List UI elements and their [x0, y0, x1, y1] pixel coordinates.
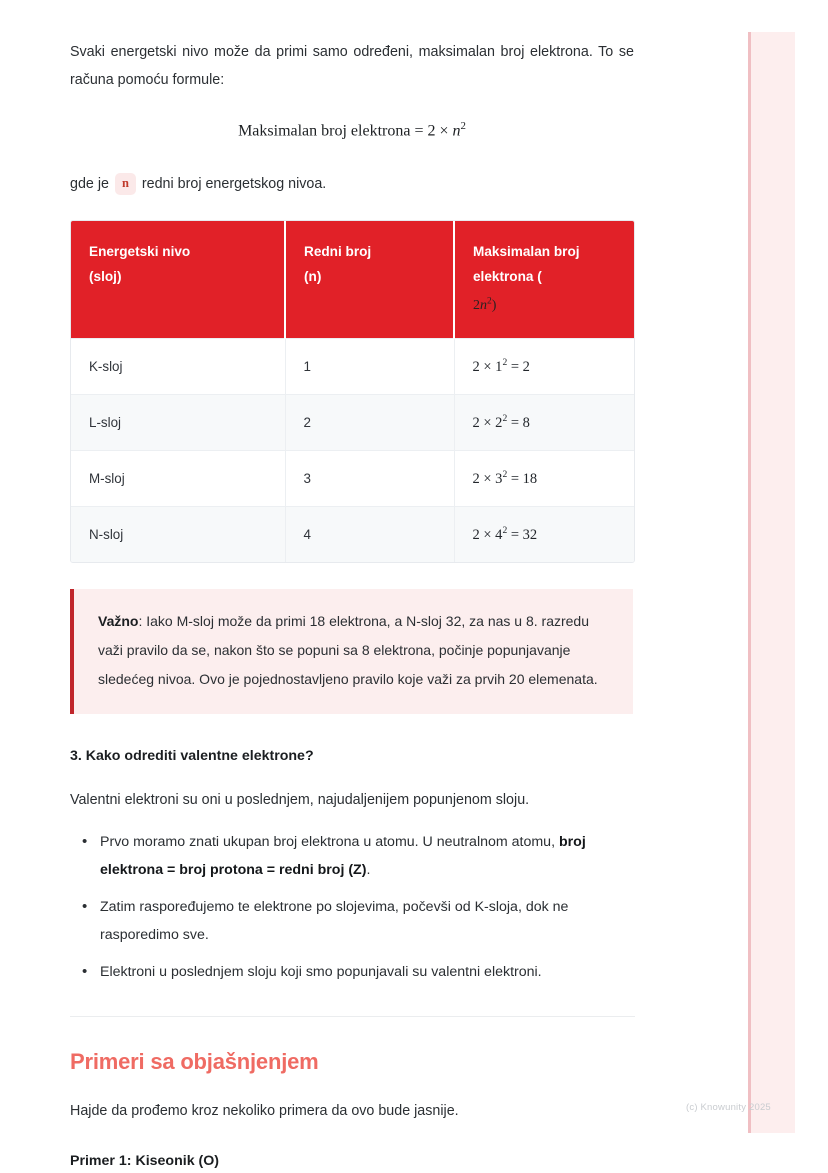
max-electrons-formula — [70, 120, 634, 140]
list-item — [96, 893, 634, 949]
header-energy-level — [71, 221, 285, 338]
list-item-text: Prvo moramo znati ukupan broj elektrona u atomu. U neutralnom atomu, — [100, 833, 559, 850]
explanation-suffix: redni broj energetskog nivoa. — [141, 176, 327, 193]
list-item-bold: broj elektrona = broj protona = redni broj (Z) — [100, 833, 586, 878]
cell-calculation: $2 \times 4^2 = 32$ — [454, 506, 634, 562]
list-item-tail: . — [366, 861, 371, 878]
header-ordinal-line2: (n) — [304, 269, 322, 285]
table-row — [71, 506, 634, 562]
table-body — [71, 338, 634, 562]
intro-paragraph: Svaki energetski nivo može da primi samo određeni, maksimalan broj elektrona. To se računa pomoću formule: — [70, 44, 634, 88]
header-ordinal-line1: Redni broj — [304, 244, 372, 260]
cell-calculation: $2 \times 2^2 = 8$ — [454, 394, 634, 450]
energy-levels-table — [71, 221, 634, 562]
header-energy-level-line1: Energetski nivo — [89, 244, 191, 260]
cell-n: 1 — [285, 338, 454, 394]
example-1-title: Primer 1: Kiseonik (O) — [70, 1152, 220, 1169]
important-callout — [70, 589, 633, 714]
header-max-electrons-math: $2n^2$) — [473, 296, 497, 313]
formula-variable: n — [452, 122, 461, 140]
list-item — [96, 828, 634, 884]
cell-n: 3 — [285, 450, 454, 506]
header-ordinal-number — [285, 221, 454, 338]
formula-explanation — [70, 170, 634, 198]
cell-n: 4 — [285, 506, 454, 562]
examples-heading: Primeri sa objašnjenjem — [70, 1048, 319, 1074]
list-item-text: Zatim raspoređujemo te elektrone po slojevima, počevši od K-sloja, dok ne rasporedimo sve. — [100, 898, 569, 943]
valence-steps-list — [70, 828, 634, 986]
right-side-panel — [748, 32, 795, 1133]
list-item — [96, 958, 634, 986]
callout-body: : Iako M-sloj može da primi 18 elektrona, a N-sloj 32, za nas u 8. razredu važi pravilo da se, nakon što se popuni sa 8 elektrona, počinje popunjavanje sledećeg nivoa. Ovo je pojednostavljeno pravilo koje važi za prvih 20 elemenata. — [98, 612, 598, 687]
copyright-watermark: (c) Knowunity 2025 — [686, 1102, 771, 1113]
callout-label: Važno — [98, 612, 139, 629]
variable-n-chip: n — [115, 173, 136, 195]
table-head — [71, 221, 634, 338]
table-row — [71, 338, 634, 394]
cell-n: 2 — [285, 394, 454, 450]
cell-sloj: N-sloj — [71, 506, 285, 562]
examples-intro: Hajde da prođemo kroz nekoliko primera da ovo bude jasnije. — [70, 1102, 459, 1119]
list-item-text: Elektroni u poslednjem sloju koji smo popunjavali su valentni elektroni. — [100, 963, 542, 980]
energy-levels-table-wrapper — [70, 220, 635, 563]
formula-label: Maksimalan broj elektrona = 2 × — [238, 122, 453, 140]
header-max-electrons-line1: Maksimalan broj elektrona ( — [473, 244, 580, 285]
cell-calculation: $2 \times 3^2 = 18$ — [454, 450, 634, 506]
cell-calculation: $2 \times 1^2 = 2$ — [454, 338, 634, 394]
section-divider — [70, 1016, 635, 1017]
explanation-prefix: gde je — [70, 176, 109, 193]
cell-sloj: K-sloj — [71, 338, 285, 394]
formula-exponent: 2 — [460, 120, 466, 132]
header-energy-level-line2: (sloj) — [89, 269, 122, 285]
table-header-row — [71, 221, 634, 338]
cell-sloj: L-sloj — [71, 394, 285, 450]
header-max-electrons — [454, 221, 634, 338]
table-row — [71, 450, 634, 506]
section-3-paragraph: Valentni elektroni su oni u poslednjem, najudaljenijem popunjenom sloju. — [70, 791, 530, 808]
section-3-heading: 3. Kako odrediti valentne elektrone? — [70, 747, 314, 764]
table-row — [71, 394, 634, 450]
callout-text — [98, 607, 607, 694]
cell-sloj: M-sloj — [71, 450, 285, 506]
